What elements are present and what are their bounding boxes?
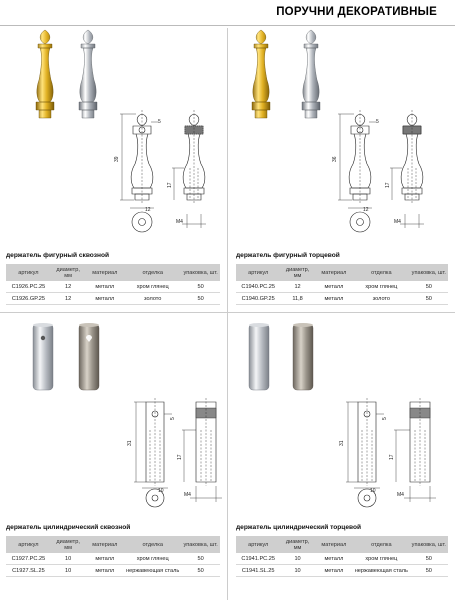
cell: C1940.PC.25 bbox=[236, 281, 280, 293]
cell: нержавеющая сталь bbox=[124, 565, 181, 577]
col-diameter: диаметр, мм bbox=[280, 536, 314, 553]
col-finish: отделка bbox=[353, 264, 410, 281]
col-diameter: диаметр, мм bbox=[280, 264, 314, 281]
cell: хром глянец bbox=[124, 553, 181, 565]
cell: C1941.PC.25 bbox=[236, 553, 280, 565]
cell: золото bbox=[353, 293, 410, 305]
cell: 10 bbox=[280, 553, 314, 565]
cell: металл bbox=[315, 565, 353, 577]
product-photo-chrome-baluster bbox=[73, 30, 103, 120]
cell: 12 bbox=[51, 293, 86, 305]
cell: C1927.SL.25 bbox=[6, 565, 51, 577]
dim-diam: 12 bbox=[363, 207, 369, 213]
dim-d1: 5 bbox=[382, 417, 388, 420]
cell: металл bbox=[85, 565, 124, 577]
technical-drawing-cylinder-through bbox=[116, 400, 226, 520]
col-material: материал bbox=[85, 264, 124, 281]
dim-diam: 10 bbox=[158, 488, 164, 494]
dim-height: 39 bbox=[114, 156, 120, 162]
product-photo-gold-baluster bbox=[30, 30, 60, 120]
cell: 10 bbox=[280, 565, 314, 577]
cell: металл bbox=[315, 553, 353, 565]
col-finish: отделка bbox=[353, 536, 410, 553]
spec-table-1 bbox=[6, 264, 220, 305]
cell: металл bbox=[85, 553, 124, 565]
dim-diam: 10 bbox=[370, 488, 376, 494]
dim-thread: M4 bbox=[394, 219, 401, 225]
dim-diam: 12 bbox=[145, 207, 151, 213]
cell: металл bbox=[315, 293, 353, 305]
col-article: артикул bbox=[236, 264, 280, 281]
col-finish: отделка bbox=[124, 264, 181, 281]
section-title-1: держатель фигурный сквозной bbox=[6, 252, 110, 259]
dim-d1: 5 bbox=[170, 417, 176, 420]
cell: 50 bbox=[410, 293, 448, 305]
col-material: материал bbox=[85, 536, 124, 553]
cell: золото bbox=[124, 293, 181, 305]
cell: 12 bbox=[280, 281, 314, 293]
col-article: артикул bbox=[6, 536, 51, 553]
product-photo-chrome-cylinder bbox=[32, 322, 54, 392]
cell: 11,8 bbox=[280, 293, 314, 305]
page-title: ПОРУЧНИ ДЕКОРАТИВНЫЕ bbox=[276, 6, 437, 18]
cell: 50 bbox=[181, 281, 220, 293]
page-header bbox=[0, 0, 455, 26]
dim-thread: M4 bbox=[397, 492, 404, 498]
dim-thread: M4 bbox=[184, 492, 191, 498]
cell: C1926.PC.25 bbox=[6, 281, 51, 293]
vertical-divider bbox=[227, 28, 228, 600]
table-header-row bbox=[236, 264, 448, 281]
col-pack: упаковка, шт. bbox=[181, 264, 220, 281]
cell: C1927.PC.25 bbox=[6, 553, 51, 565]
cell: 50 bbox=[410, 281, 448, 293]
horizontal-divider bbox=[0, 312, 455, 313]
table-header-row bbox=[6, 536, 220, 553]
product-photo-chrome-cylinder bbox=[248, 322, 270, 392]
col-article: артикул bbox=[236, 536, 280, 553]
dim-h2: 17 bbox=[389, 454, 395, 460]
cell: металл bbox=[85, 281, 124, 293]
col-diameter: диаметр, мм bbox=[51, 264, 86, 281]
cell: хром глянец bbox=[353, 553, 410, 565]
cell: металл bbox=[315, 281, 353, 293]
cell: хром глянец bbox=[353, 281, 410, 293]
dim-height: 31 bbox=[339, 440, 345, 446]
col-pack: упаковка, шт. bbox=[181, 536, 220, 553]
col-article: артикул bbox=[6, 264, 51, 281]
spec-table-3 bbox=[6, 536, 220, 577]
cell: 50 bbox=[181, 293, 220, 305]
dim-d1: 5 bbox=[158, 119, 161, 125]
table-row bbox=[6, 565, 220, 577]
cell: C1941.SL.25 bbox=[236, 565, 280, 577]
dim-height: 36 bbox=[332, 156, 338, 162]
dim-h2: 17 bbox=[167, 182, 173, 188]
cell: 10 bbox=[51, 553, 86, 565]
col-pack: упаковка, шт. bbox=[410, 264, 448, 281]
cell: 50 bbox=[410, 553, 448, 565]
table-row bbox=[236, 553, 448, 565]
cell: металл bbox=[85, 293, 124, 305]
table-row bbox=[236, 293, 448, 305]
dim-height: 31 bbox=[127, 440, 133, 446]
dim-h2: 17 bbox=[385, 182, 391, 188]
col-material: материал bbox=[315, 536, 353, 553]
spec-table-2 bbox=[236, 264, 448, 305]
dim-h2: 17 bbox=[177, 454, 183, 460]
table-row bbox=[236, 281, 448, 293]
section-title-4: держатель цилиндрический торцевой bbox=[236, 524, 362, 531]
product-photo-steel-cylinder bbox=[78, 322, 100, 392]
table-row bbox=[6, 293, 220, 305]
cell: 10 bbox=[51, 565, 86, 577]
technical-drawing-figured-through bbox=[112, 108, 222, 248]
table-row bbox=[6, 281, 220, 293]
product-photo-steel-cylinder bbox=[292, 322, 314, 392]
cell: нержавеющая сталь bbox=[353, 565, 410, 577]
cell: C1926.GP.25 bbox=[6, 293, 51, 305]
table-row bbox=[236, 565, 448, 577]
section-title-2: держатель фигурный торцевой bbox=[236, 252, 340, 259]
col-finish: отделка bbox=[124, 536, 181, 553]
dim-thread: M4 bbox=[176, 219, 183, 225]
col-pack: упаковка, шт. bbox=[410, 536, 448, 553]
dim-d1: 5 bbox=[376, 119, 379, 125]
cell: 50 bbox=[181, 565, 220, 577]
cell: 50 bbox=[410, 565, 448, 577]
cell: хром глянец bbox=[124, 281, 181, 293]
table-header-row bbox=[236, 536, 448, 553]
product-photo-chrome-baluster bbox=[296, 30, 326, 120]
technical-drawing-cylinder-end bbox=[334, 400, 444, 520]
spec-table-4 bbox=[236, 536, 448, 577]
col-diameter: диаметр, мм bbox=[51, 536, 86, 553]
cell: 12 bbox=[51, 281, 86, 293]
cell: C1940.GP.25 bbox=[236, 293, 280, 305]
product-photo-gold-baluster bbox=[246, 30, 276, 120]
technical-drawing-figured-end bbox=[330, 108, 440, 248]
table-header-row bbox=[6, 264, 220, 281]
col-material: материал bbox=[315, 264, 353, 281]
section-title-3: держатель цилиндрический сквозной bbox=[6, 524, 131, 531]
cell: 50 bbox=[181, 553, 220, 565]
header-rule bbox=[0, 25, 455, 26]
table-row bbox=[6, 553, 220, 565]
